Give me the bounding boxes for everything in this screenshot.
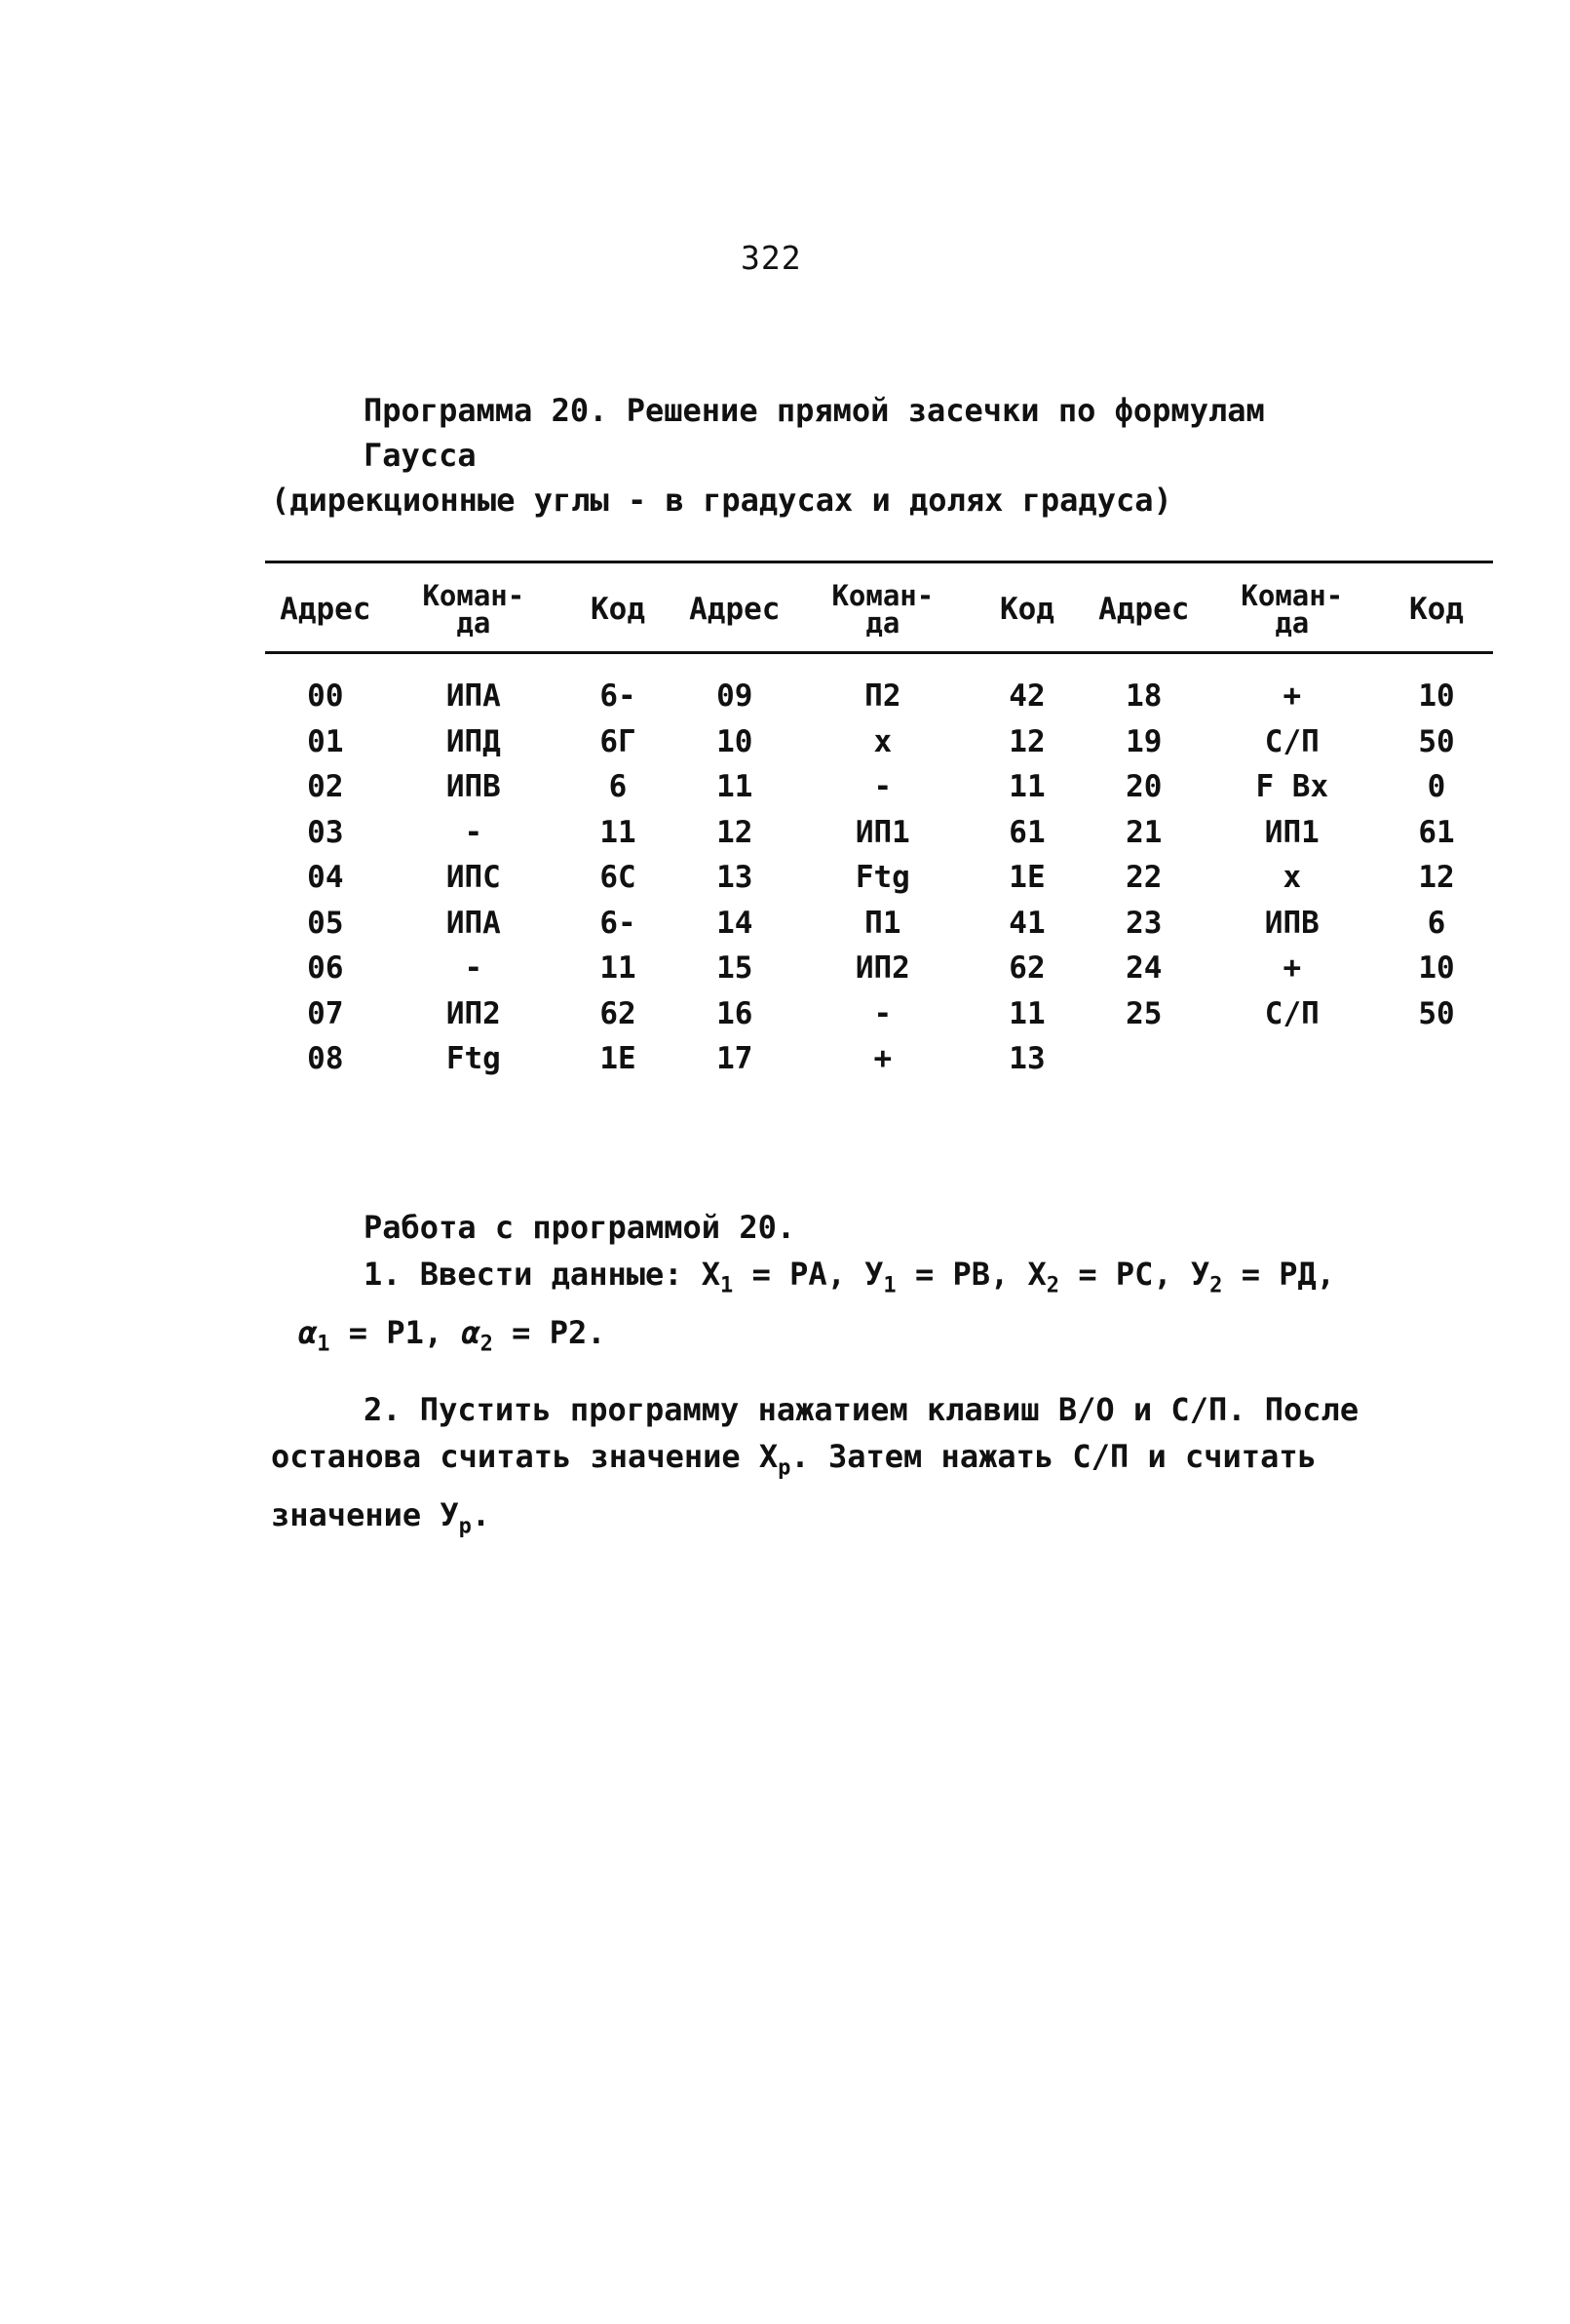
command-cell: ИПС <box>445 860 501 896</box>
subscript: 1 <box>883 1273 897 1298</box>
table-row <box>265 991 1493 1037</box>
header-code-2: Код <box>999 592 1054 627</box>
address-cell: 04 <box>307 860 344 896</box>
header-code-3: Код <box>1408 592 1464 627</box>
command-cell: П1 <box>864 905 901 941</box>
table-row <box>265 946 1493 991</box>
code-cell: 6Г <box>599 723 636 759</box>
command-cell: ИП1 <box>1264 814 1320 850</box>
code-cell: 62 <box>1009 950 1046 987</box>
work-title: Работа с программой 20. <box>364 1209 796 1246</box>
step2-text: значение У <box>271 1496 459 1534</box>
table-header-rule <box>265 651 1493 654</box>
step2-text: останова считать значение X <box>271 1437 779 1475</box>
command-cell: ИП1 <box>855 814 910 850</box>
table-row <box>265 674 1493 719</box>
command-cell: П2 <box>864 678 901 715</box>
header-address-1: Адрес <box>280 592 371 627</box>
code-cell: 50 <box>1418 995 1455 1031</box>
step1-text: 1. Ввести данные: X <box>364 1256 721 1293</box>
table-top-rule <box>265 561 1493 563</box>
code-cell: 12 <box>1009 723 1046 759</box>
code-cell: 11 <box>599 814 636 850</box>
code-cell: 1E <box>1009 860 1046 896</box>
subscript: р <box>458 1514 472 1539</box>
header-code-1: Код <box>591 592 645 627</box>
address-cell: 23 <box>1126 905 1163 941</box>
code-cell: 11 <box>599 950 636 987</box>
command-cell: С/П <box>1264 723 1320 759</box>
command-cell: ИП2 <box>855 950 910 987</box>
code-cell: 0 <box>1427 769 1446 805</box>
code-cell: 61 <box>1418 814 1455 850</box>
step1-text: = Р2. <box>492 1314 606 1352</box>
address-cell: 24 <box>1126 950 1163 987</box>
step1-text: = РД, <box>1222 1256 1336 1293</box>
command-cell: - <box>873 769 893 805</box>
command-cell: ИПВ <box>445 769 501 805</box>
code-cell: 41 <box>1009 905 1046 941</box>
address-cell: 19 <box>1126 723 1163 759</box>
address-cell: 18 <box>1126 678 1163 715</box>
code-cell: 11 <box>1009 995 1046 1031</box>
address-cell: 13 <box>716 860 753 896</box>
address-cell: 16 <box>716 995 753 1031</box>
address-cell: 03 <box>307 814 344 850</box>
address-cell <box>1084 1036 1205 1082</box>
header-address-3: Адрес <box>1098 592 1190 627</box>
subscript: р <box>778 1455 791 1481</box>
code-cell: 11 <box>1009 769 1046 805</box>
code-cell: 6 <box>1427 905 1446 941</box>
step1-text: = Р1, <box>329 1314 462 1352</box>
code-cell: 42 <box>1009 678 1046 715</box>
command-cell <box>1205 1036 1380 1082</box>
step-1-line-2 <box>271 1309 1392 1368</box>
subscript: 1 <box>317 1332 330 1357</box>
code-cell: 10 <box>1418 950 1455 987</box>
code-cell: 10 <box>1418 678 1455 715</box>
header-command-bottom: да <box>865 606 900 639</box>
command-cell: С/П <box>1264 995 1320 1031</box>
program-caption <box>271 388 1392 523</box>
address-cell: 10 <box>716 723 753 759</box>
step1-text: = РВ, X <box>896 1256 1047 1293</box>
command-cell: F Bx <box>1255 769 1329 805</box>
address-cell: 15 <box>716 950 753 987</box>
step1-text: = РА, У <box>733 1256 884 1293</box>
command-cell: + <box>873 1041 893 1077</box>
subscript: 2 <box>1046 1273 1060 1298</box>
header-command-1 <box>386 575 561 643</box>
step1-text: = РС, У <box>1059 1256 1210 1293</box>
header-command-3 <box>1205 575 1380 643</box>
code-cell: 1E <box>599 1041 636 1077</box>
address-cell: 11 <box>716 769 753 805</box>
address-cell: 22 <box>1126 860 1163 896</box>
address-cell: 02 <box>307 769 344 805</box>
address-cell: 21 <box>1126 814 1163 850</box>
address-cell: 07 <box>307 995 344 1031</box>
step2-text: . <box>471 1496 491 1534</box>
command-cell: ИПА <box>445 905 501 941</box>
command-cell: - <box>873 995 893 1031</box>
address-cell: 12 <box>716 814 753 850</box>
address-cell: 06 <box>307 950 344 987</box>
program-table-container <box>265 561 1493 1082</box>
table-row <box>265 810 1493 856</box>
table-row <box>265 719 1493 765</box>
address-cell: 20 <box>1126 769 1163 805</box>
table-row <box>265 855 1493 901</box>
table-row <box>265 1036 1493 1082</box>
command-cell: - <box>464 950 483 987</box>
step-1-line-1 <box>271 1251 1392 1309</box>
page-number: 322 <box>741 239 802 277</box>
step2-text: . Затем нажать С/П и считать <box>790 1437 1317 1475</box>
header-command-top: Коман- <box>1241 579 1344 612</box>
alpha-symbol: α <box>298 1314 318 1352</box>
address-cell: 25 <box>1126 995 1163 1031</box>
header-command-top: Коман- <box>831 579 935 612</box>
code-cell: 6 <box>608 769 628 805</box>
code-cell: 12 <box>1418 860 1455 896</box>
address-cell: 17 <box>716 1041 753 1077</box>
address-cell: 01 <box>307 723 344 759</box>
command-cell: Ftg <box>445 1041 501 1077</box>
step-2-line-1: 2. Пустить программу нажатием клавиш В/О и С/П. После <box>364 1390 1359 1428</box>
command-cell: ИПД <box>445 723 501 759</box>
code-cell: 6С <box>599 860 636 896</box>
subscript: 2 <box>479 1332 493 1357</box>
code-cell <box>1380 1036 1493 1082</box>
code-cell: 61 <box>1009 814 1046 850</box>
work-instructions <box>271 1204 1392 1551</box>
table-row <box>265 901 1493 947</box>
step-2-line-3 <box>271 1491 1392 1550</box>
table-body <box>265 674 1493 1082</box>
command-cell: ИПВ <box>1264 905 1320 941</box>
address-cell: 14 <box>716 905 753 941</box>
code-cell: 62 <box>599 995 636 1031</box>
address-cell: 00 <box>307 678 344 715</box>
command-cell: + <box>1283 678 1302 715</box>
header-command-bottom: да <box>456 606 491 639</box>
address-cell: 05 <box>307 905 344 941</box>
command-cell: Ftg <box>855 860 910 896</box>
command-cell: x <box>1283 860 1302 896</box>
header-command-bottom: да <box>1275 606 1310 639</box>
alpha-symbol: α <box>461 1314 480 1352</box>
caption-line-1: Программа 20. Решение прямой засечки по формулам Гаусса <box>364 392 1265 474</box>
command-cell: + <box>1283 950 1302 987</box>
header-address-2: Адрес <box>689 592 781 627</box>
code-cell: 6- <box>599 905 636 941</box>
code-cell: 13 <box>1009 1041 1046 1077</box>
command-cell: ИПА <box>445 678 501 715</box>
command-cell: x <box>873 723 893 759</box>
table-header-row <box>265 575 1493 643</box>
step-2-line-2 <box>271 1433 1392 1491</box>
header-command-2 <box>795 575 971 643</box>
header-command-top: Коман- <box>422 579 525 612</box>
code-cell: 50 <box>1418 723 1455 759</box>
command-cell: - <box>464 814 483 850</box>
caption-line-2: (дирекционные углы - в градусах и долях градуса) <box>271 482 1172 519</box>
table-row <box>265 764 1493 810</box>
subscript: 1 <box>720 1273 734 1298</box>
program-table <box>265 575 1493 1082</box>
address-cell: 09 <box>716 678 753 715</box>
subscript: 2 <box>1209 1273 1223 1298</box>
address-cell: 08 <box>307 1041 344 1077</box>
command-cell: ИП2 <box>445 995 501 1031</box>
code-cell: 6- <box>599 678 636 715</box>
